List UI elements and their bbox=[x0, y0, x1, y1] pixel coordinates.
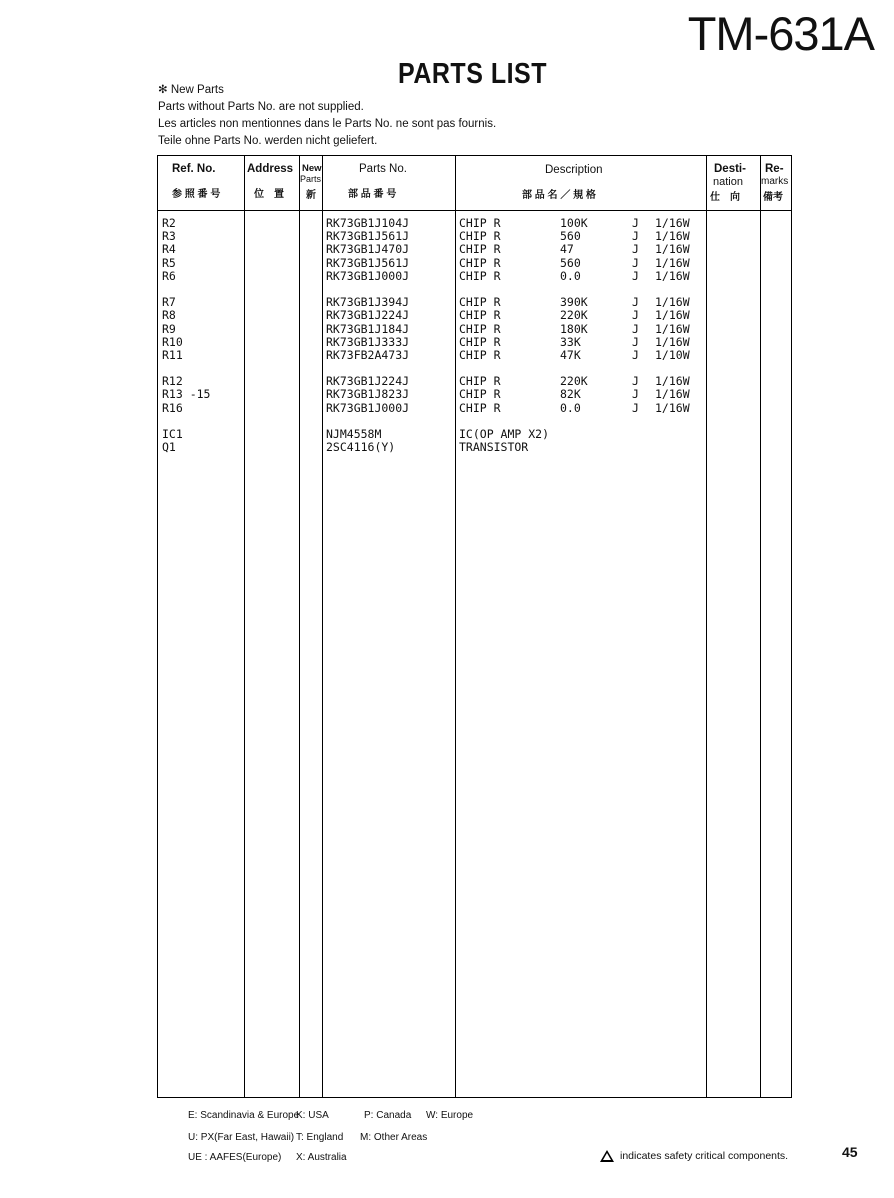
legend-e: E: Scandinavia & Europe bbox=[188, 1110, 300, 1121]
ref-no-cell: R6 bbox=[162, 268, 176, 283]
power-cell: 1/16W bbox=[655, 229, 690, 244]
header-remarks-2: marks bbox=[761, 176, 789, 187]
header-parts-no-jp: 部 品 番 号 bbox=[348, 189, 397, 200]
power-cell: 1/16W bbox=[655, 334, 690, 349]
header-destination: Desti- bbox=[714, 163, 746, 175]
part-no-cell: RK73GB1J224J bbox=[326, 374, 410, 389]
value-cell: 180K bbox=[560, 321, 588, 336]
header-parts-no: Parts No. bbox=[359, 163, 407, 175]
tolerance-cell: J bbox=[632, 321, 639, 336]
note-english: Parts without Parts No. are not supplied. bbox=[158, 101, 364, 113]
tolerance-cell: J bbox=[632, 387, 639, 402]
tolerance-cell: J bbox=[632, 268, 639, 283]
part-no-cell: 2SC4116(Y) bbox=[326, 440, 396, 455]
power-cell: 1/16W bbox=[655, 216, 690, 230]
description-cell: CHIP R bbox=[459, 308, 501, 323]
description-cell: CHIP R bbox=[459, 268, 501, 283]
ref-no-cell: Q1 bbox=[162, 440, 176, 455]
value-cell: 100K bbox=[560, 216, 588, 230]
legend-ue: UE : AAFES(Europe) bbox=[188, 1152, 282, 1163]
safety-note bbox=[600, 1150, 788, 1162]
ref-no-cell: R12 bbox=[162, 374, 183, 389]
legend-m: M: Other Areas bbox=[360, 1132, 428, 1143]
header-remarks: Re- bbox=[765, 163, 784, 175]
ref-no-cell: R3 bbox=[162, 229, 176, 244]
header-destination-jp: 仕 向 bbox=[710, 192, 740, 203]
legend-w: W: Europe bbox=[426, 1110, 474, 1121]
description-cell: CHIP R bbox=[459, 321, 501, 336]
tolerance-cell: J bbox=[632, 255, 639, 270]
tolerance-cell: J bbox=[632, 229, 639, 244]
table-row bbox=[158, 441, 791, 454]
ref-no-cell: R9 bbox=[162, 321, 176, 336]
header-description: Description bbox=[545, 164, 603, 176]
ref-no-cell: R7 bbox=[162, 295, 176, 310]
header-ref-no: Ref. No. bbox=[172, 163, 216, 175]
power-cell: 1/16W bbox=[655, 255, 690, 270]
table-row bbox=[158, 336, 791, 349]
part-no-cell: RK73GB1J184J bbox=[326, 321, 410, 336]
description-cell: TRANSISTOR bbox=[459, 440, 529, 455]
value-cell: 560 bbox=[560, 255, 581, 270]
header-destination-2: nation bbox=[713, 176, 743, 188]
table-row bbox=[158, 349, 791, 362]
description-cell: CHIP R bbox=[459, 295, 501, 310]
value-cell: 220K bbox=[560, 308, 588, 323]
ref-no-cell: R4 bbox=[162, 242, 176, 257]
note-german: Teile ohne Parts No. werden nicht geliefert. bbox=[158, 135, 378, 147]
ref-no-cell: R16 bbox=[162, 400, 183, 415]
value-cell: 0.0 bbox=[560, 400, 581, 415]
power-cell: 1/16W bbox=[655, 387, 690, 402]
value-cell: 47K bbox=[560, 347, 581, 362]
header-new-jp: 新 bbox=[306, 190, 316, 201]
description-cell: CHIP R bbox=[459, 216, 501, 230]
power-cell: 1/16W bbox=[655, 374, 690, 389]
power-cell: 1/10W bbox=[655, 347, 690, 362]
description-cell: IC(OP AMP X2) bbox=[459, 427, 550, 441]
ref-no-cell: R2 bbox=[162, 216, 176, 230]
ref-no-cell: R5 bbox=[162, 255, 176, 270]
description-cell: CHIP R bbox=[459, 229, 501, 244]
part-no-cell: RK73GB1J823J bbox=[326, 387, 410, 402]
table-row bbox=[158, 243, 791, 256]
table-row bbox=[158, 309, 791, 322]
table-row bbox=[158, 257, 791, 270]
value-cell: 560 bbox=[560, 229, 581, 244]
part-no-cell: RK73GB1J394J bbox=[326, 295, 410, 310]
table-row bbox=[158, 270, 791, 283]
table-row bbox=[158, 388, 791, 401]
part-no-cell: RK73GB1J470J bbox=[326, 242, 410, 257]
power-cell: 1/16W bbox=[655, 308, 690, 323]
power-cell: 1/16W bbox=[655, 268, 690, 283]
note-french: Les articles non mentionnes dans le Parts No. ne sont pas fournis. bbox=[158, 118, 497, 130]
legend-x: X: Australia bbox=[296, 1152, 347, 1163]
ref-no-cell: R11 bbox=[162, 347, 183, 362]
parts-rows bbox=[158, 217, 791, 454]
model-number: TM-631A bbox=[687, 7, 874, 60]
description-cell: CHIP R bbox=[459, 242, 501, 257]
description-cell: CHIP R bbox=[459, 334, 501, 349]
parts-table bbox=[157, 155, 792, 1098]
part-no-cell: NJM4558M bbox=[326, 427, 382, 441]
ref-no-cell: R10 bbox=[162, 334, 183, 349]
power-cell: 1/16W bbox=[655, 295, 690, 310]
tolerance-cell: J bbox=[632, 400, 639, 415]
ref-no-cell: R8 bbox=[162, 308, 176, 323]
legend-t: T: England bbox=[296, 1132, 344, 1143]
header-divider bbox=[158, 210, 791, 211]
header-ref-no-jp: 参 照 番 号 bbox=[172, 189, 221, 200]
value-cell: 0.0 bbox=[560, 268, 581, 283]
part-no-cell: RK73GB1J000J bbox=[326, 400, 410, 415]
table-row bbox=[158, 402, 791, 415]
value-cell: 82K bbox=[560, 387, 581, 402]
part-no-cell: RK73GB1J561J bbox=[326, 229, 410, 244]
legend-k: K: USA bbox=[296, 1110, 329, 1121]
description-cell: CHIP R bbox=[459, 400, 501, 415]
description-cell: CHIP R bbox=[459, 387, 501, 402]
part-no-cell: RK73GB1J224J bbox=[326, 308, 410, 323]
part-no-cell: RK73GB1J561J bbox=[326, 255, 410, 270]
tolerance-cell: J bbox=[632, 308, 639, 323]
part-no-cell: RK73GB1J333J bbox=[326, 334, 410, 349]
description-cell: CHIP R bbox=[459, 374, 501, 389]
page-title: PARTS LIST bbox=[398, 57, 547, 91]
description-cell: CHIP R bbox=[459, 347, 501, 362]
power-cell: 1/16W bbox=[655, 400, 690, 415]
tolerance-cell: J bbox=[632, 374, 639, 389]
value-cell: 47 bbox=[560, 242, 574, 257]
ref-no-cell: IC1 bbox=[162, 427, 183, 441]
value-cell: 33K bbox=[560, 334, 581, 349]
part-no-cell: RK73GB1J104J bbox=[326, 216, 410, 230]
header-address: Address bbox=[247, 163, 294, 175]
description-cell: CHIP R bbox=[459, 255, 501, 270]
tolerance-cell: J bbox=[632, 334, 639, 349]
tolerance-cell: J bbox=[632, 295, 639, 310]
value-cell: 390K bbox=[560, 295, 588, 310]
header-new-parts: Parts bbox=[300, 174, 322, 184]
header-description-jp: 部 品 名 ／ 規 格 bbox=[522, 190, 596, 201]
part-no-cell: RK73FB2A473J bbox=[326, 347, 410, 362]
warning-triangle-icon bbox=[600, 1150, 614, 1162]
ref-no-cell: R13 -15 bbox=[162, 387, 211, 402]
tolerance-cell: J bbox=[632, 347, 639, 362]
header-remarks-jp: 備考 bbox=[763, 192, 783, 203]
header-new: New bbox=[302, 163, 322, 174]
safety-note-text: indicates safety critical components. bbox=[620, 1150, 789, 1162]
tolerance-cell: J bbox=[632, 242, 639, 257]
header-address-jp: 位 置 bbox=[254, 189, 284, 200]
value-cell: 220K bbox=[560, 374, 588, 389]
notes bbox=[158, 82, 496, 150]
part-no-cell: RK73GB1J000J bbox=[326, 268, 410, 283]
legend-u: U: PX(Far East, Hawaii) bbox=[188, 1132, 295, 1143]
tolerance-cell: J bbox=[632, 216, 639, 230]
power-cell: 1/16W bbox=[655, 242, 690, 257]
legend-p: P: Canada bbox=[364, 1110, 412, 1121]
power-cell: 1/16W bbox=[655, 321, 690, 336]
table-row bbox=[158, 323, 791, 336]
new-parts-note: ✻ New Parts bbox=[158, 84, 224, 96]
page-number: 45 bbox=[842, 1144, 858, 1160]
